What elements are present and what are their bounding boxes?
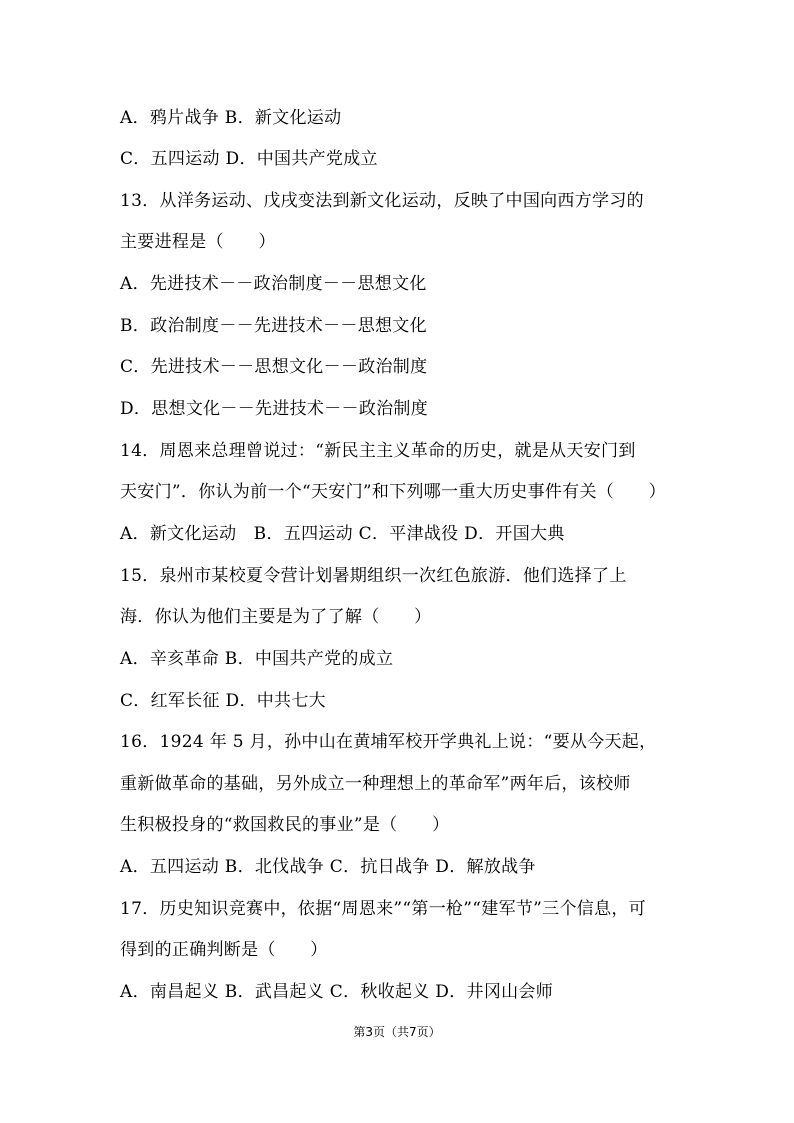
q17-question-line2: 得到的正确判断是（ ） bbox=[120, 940, 328, 960]
q15-question-line2: 海．你认为他们主要是为了了解（ ） bbox=[120, 607, 432, 627]
q12-options-ab: A．鸦片战争 B．新文化运动 bbox=[120, 108, 342, 128]
q13-option-a: A．先进技术－－政治制度－－思想文化 bbox=[120, 274, 427, 294]
q16-question-line2: 重新做革命的基础，另外成立一种理想上的革命军”两年后，该校师 bbox=[120, 774, 631, 794]
q15-question-line1: 15．泉州市某校夏令营计划暑期组织一次红色旅游．他们选择了上 bbox=[120, 566, 627, 586]
q16-question-line3: 生积极投身的“救国救民的事业”是（ ） bbox=[120, 815, 450, 835]
q15-options-ab: A．辛亥革命 B．中国共产党的成立 bbox=[120, 649, 394, 669]
q13-option-d: D．思想文化－－先进技术－－政治制度 bbox=[120, 399, 429, 419]
q17-question-line1: 17．历史知识竞赛中，依据“周恩来”“第一枪”“建军节”三个信息，可 bbox=[120, 899, 646, 919]
q16-question-line1: 16．1924 年 5 月，孙中山在黄埔军校开学典礼上说：“要从今天起， bbox=[120, 732, 657, 752]
q17-options: A．南昌起义 B．武昌起义 C．秋收起义 D．井冈山会师 bbox=[120, 982, 554, 1002]
q13-option-c: C．先进技术－－思想文化－－政治制度 bbox=[120, 357, 428, 377]
page-footer: 第3页（共7页） bbox=[353, 1025, 441, 1039]
q14-question-line1: 14．周恩来总理曾说过：“新民主主义革命的历史，就是从天安门到 bbox=[120, 441, 636, 461]
q12-options-cd: C．五四运动 D．中国共产党成立 bbox=[120, 149, 378, 169]
q13-option-b: B．政治制度－－先进技术－－思想文化 bbox=[120, 316, 427, 336]
q13-question-line1: 13．从洋务运动、戊戌变法到新文化运动，反映了中国向西方学习的 bbox=[120, 191, 644, 211]
q14-options: A．新文化运动 B．五四运动 C．平津战役 D．开国大典 bbox=[120, 524, 565, 544]
q16-options: A．五四运动 B．北伐战争 C．抗日战争 D．解放战争 bbox=[120, 857, 536, 877]
q13-question-line2: 主要进程是（ ） bbox=[120, 232, 276, 252]
q14-question-line2: 天安门”．你认为前一个“天安门”和下列哪一重大历史事件有关（ ） bbox=[120, 482, 666, 502]
q15-options-cd: C．红军长征 D．中共七大 bbox=[120, 691, 326, 711]
